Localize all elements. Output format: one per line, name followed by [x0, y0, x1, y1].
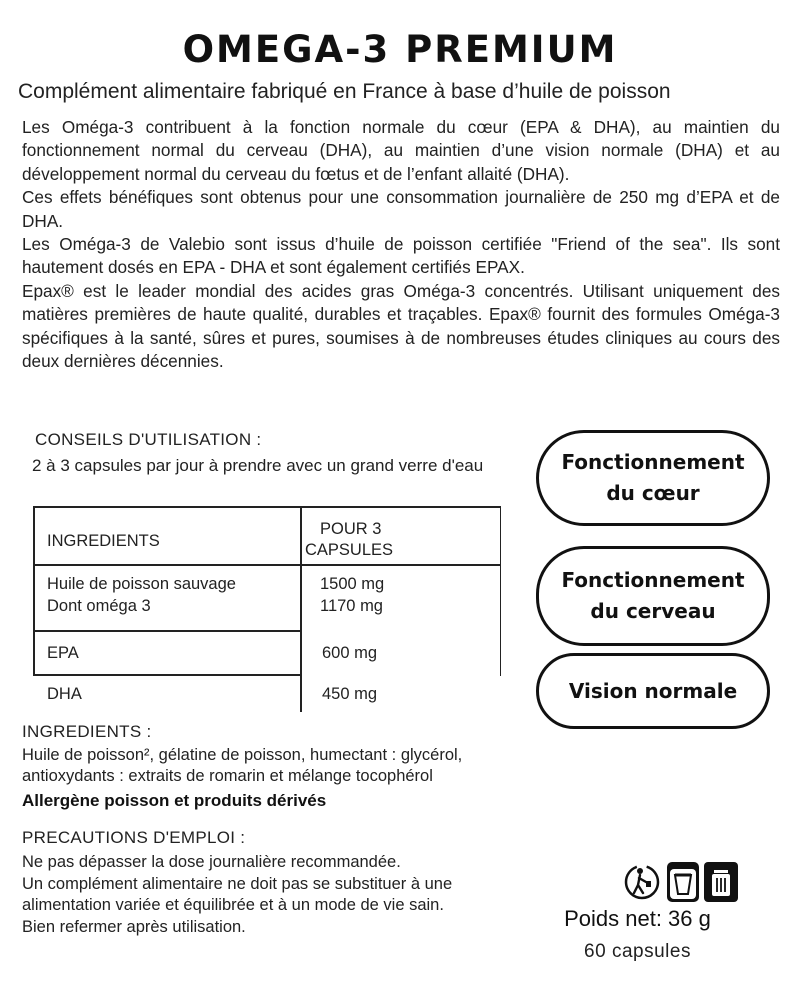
badge-line: Fonctionnement	[561, 450, 745, 474]
badge-brain	[536, 546, 770, 646]
table-divider	[33, 674, 301, 676]
allergen-warning: Allergène poisson et produits dérivés	[22, 791, 327, 810]
usage-text: 2 à 3 capsules par jour à prendre avec un grand verre d'eau	[32, 456, 484, 475]
badge-line: Vision normale	[568, 678, 738, 703]
trash-bin-icon	[704, 862, 738, 902]
nutrition-table	[33, 506, 501, 712]
net-weight: Poids net: 36 g	[564, 906, 711, 931]
badge-line: du cœur	[606, 481, 700, 505]
table-cell-label: Dont oméga 3	[47, 597, 151, 615]
recycling-person-icon	[626, 866, 658, 898]
usage-heading: CONSEILS D'UTILISATION :	[35, 430, 262, 449]
ingredients-line: antioxydants : extraits de romarin et mélange tocophérol	[22, 767, 433, 785]
table-header-dose: POUR 3	[320, 520, 382, 538]
badge-vision	[536, 653, 770, 729]
intro-paragraph: Epax® est le leader mondial des acides gras Oméga-3 concentrés. Utilisant uniquement des matières premières de haute qualité, durables et traçables. Epax® fournit des formules Oméga-3 spécifiques à la santé, sûres et pures, soumises à de nombreuses études cliniques au cours des deux dernières décennies.	[22, 280, 780, 372]
table-cell-value: 450 mg	[322, 685, 378, 703]
table-cell-label: EPA	[47, 644, 79, 662]
intro-paragraph: Ces effets bénéfiques sont obtenus pour une consommation journalière de 250 mg d’EPA et de DHA.	[22, 187, 780, 231]
table-cell-value: 600 mg	[322, 644, 378, 662]
table-border	[33, 506, 501, 508]
precautions-line: Bien refermer après utilisation.	[22, 917, 246, 936]
intro-text	[22, 116, 780, 373]
table-cell-value: 1170 mg	[320, 597, 383, 615]
precautions-text	[22, 852, 512, 938]
capsule-count: 60 capsules	[584, 941, 691, 962]
ingredients-text	[22, 745, 582, 787]
table-cell-label: Huile de poisson sauvage	[47, 575, 236, 593]
intro-paragraph: Les Oméga-3 contribuent à la fonction normale du cœur (EPA & DHA), au maintien du fonctionnement normal du cerveau (DHA), au maintien d’une vision normale (DHA) et au développement normal du cerveau du fœtus et de l’enfant allaité (DHA).	[22, 117, 780, 184]
badge-heart	[536, 430, 770, 526]
badge-line: du cerveau	[590, 599, 716, 623]
table-cell-value: 1500 mg	[320, 575, 385, 593]
table-divider	[33, 630, 301, 632]
table-cell-label: DHA	[47, 685, 82, 703]
table-border	[500, 506, 502, 676]
ingredients-line: Huile de poisson², gélatine de poisson, humectant : glycérol,	[22, 746, 463, 764]
table-divider	[33, 564, 501, 566]
precautions-heading: PRECAUTIONS D'EMPLOI :	[22, 828, 246, 847]
recycling-icons	[622, 858, 742, 906]
jar-icon	[667, 862, 699, 902]
table-header-dose: CAPSULES	[305, 541, 394, 559]
precautions-line: Ne pas dépasser la dose journalière recommandée.	[22, 853, 401, 871]
intro-paragraph: Les Oméga-3 de Valebio sont issus d’huile de poisson certifiée "Friend of the sea". Ils sont hautement dosés en EPA - DHA et sont également certifiés EPAX.	[22, 234, 780, 278]
badge-line: Fonctionnement	[561, 568, 745, 592]
product-title: OMEGA-3 PREMIUM	[182, 28, 618, 71]
product-subtitle: Complément alimentaire fabriqué en France à base d’huile de poisson	[18, 80, 671, 103]
ingredients-heading: INGREDIENTS :	[22, 722, 152, 741]
table-divider	[300, 506, 302, 712]
table-header-ingredients: INGREDIENTS	[47, 532, 160, 550]
table-border	[33, 506, 35, 676]
precautions-line: Un complément alimentaire ne doit pas se substituer à une alimentation variée et équilibrée et à un mode de vie sain.	[22, 874, 453, 914]
